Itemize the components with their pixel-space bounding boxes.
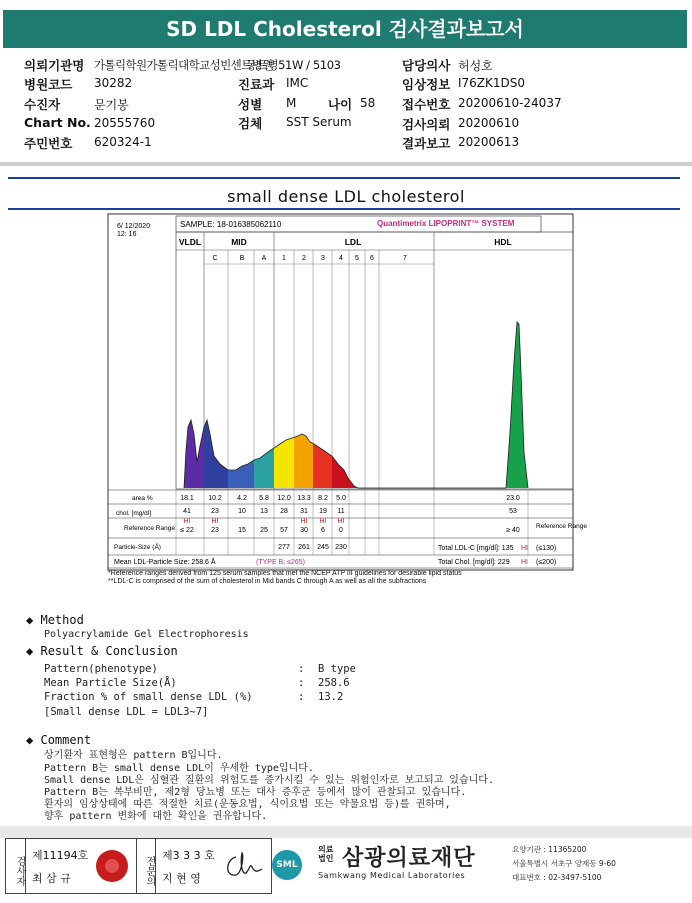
report-value: 20200613 bbox=[458, 135, 520, 149]
comment-line: 환자의 임상상태에 따른 적절한 치료(운동요법, 식이요법 또는 약물요법 등)를 권하며, bbox=[44, 799, 451, 810]
divider bbox=[8, 208, 680, 210]
subband-label: A bbox=[261, 255, 267, 262]
total-chol-ref: (≤200) bbox=[536, 559, 557, 566]
request-value: 20200610 bbox=[458, 116, 520, 130]
subband-label: 7 bbox=[403, 255, 407, 262]
total-ldl-hi: HI bbox=[521, 545, 528, 552]
tester-name: 최 삼 규 bbox=[32, 872, 71, 885]
section-title: small dense LDL cholesterol bbox=[227, 187, 465, 206]
hi-flag: HI bbox=[337, 518, 345, 525]
chart-brand: Quantimetrix LIPOPRINT™ SYSTEM bbox=[377, 219, 515, 228]
frac-value: 13.2 bbox=[318, 691, 344, 703]
chart-sample: SAMPLE: 18-016385062110 bbox=[180, 220, 282, 229]
subband-label: 3 bbox=[321, 255, 325, 262]
area-cell: 18.1 bbox=[180, 495, 194, 502]
mps-label: Mean Particle Size(Å) bbox=[44, 677, 177, 689]
bracket-note: [Small dense LDL = LDL3~7] bbox=[44, 706, 209, 718]
mps-value: 258.6 bbox=[318, 677, 350, 689]
colon: : bbox=[298, 677, 305, 689]
sex-value: M bbox=[286, 96, 297, 110]
chart-frame bbox=[108, 214, 573, 570]
request-label: 검사의뢰 bbox=[402, 117, 451, 132]
subband-label: 2 bbox=[302, 255, 306, 262]
total-ldl-ref: (≤130) bbox=[536, 545, 557, 552]
total-chol-text: Total Chol. [mg/dl]: 229 bbox=[438, 559, 510, 566]
chart-note-2: **LDL-C is comprised of the sum of cholesterol in Mid bands C through A as well as all the subfractions bbox=[108, 578, 427, 585]
ref-right-label: Reference Range bbox=[536, 523, 587, 530]
doctor-sign-label: 전문의 bbox=[136, 839, 156, 893]
ward-value: 동트병51W / 5103 bbox=[246, 58, 341, 72]
group-label: LDL bbox=[344, 237, 362, 247]
phone: 대표번호 : 02-3497-5100 bbox=[512, 873, 602, 882]
sex-label: 성별 bbox=[238, 97, 263, 112]
chart-date: 6/ 12/2020 bbox=[117, 223, 151, 230]
size-cell: 230 bbox=[335, 544, 347, 551]
group-label: HDL bbox=[494, 237, 512, 247]
divider bbox=[8, 177, 680, 179]
chol-cell: 13 bbox=[260, 508, 268, 515]
group-label: VLDL bbox=[178, 237, 202, 247]
specimen-value: SST Serum bbox=[286, 115, 352, 129]
dept-label: 진료과 bbox=[238, 77, 275, 92]
comment-line: 향후 pattern 변화에 대한 확인을 권유합니다. bbox=[44, 811, 268, 822]
hi-flag: HI bbox=[183, 518, 191, 525]
pattern-label: Pattern(phenotype) bbox=[44, 663, 158, 675]
area-cell: 8.2 bbox=[318, 495, 328, 502]
specimen-label: 검체 bbox=[238, 116, 263, 131]
ref-cell: ≥ 40 bbox=[506, 527, 520, 534]
chol-cell: 19 bbox=[319, 508, 327, 515]
chol-cell: 31 bbox=[300, 508, 308, 515]
comment-heading: ◆ Comment bbox=[26, 733, 92, 747]
age-value: 58 bbox=[360, 96, 376, 110]
size-cell: 277 bbox=[278, 544, 290, 551]
doctor-no: 제3 3 3 호 bbox=[162, 849, 215, 862]
ref-cell: 30 bbox=[300, 527, 308, 534]
ref-cell: ≤ 22 bbox=[180, 527, 194, 534]
diamond-icon: ◆ bbox=[26, 733, 34, 747]
doctor-value: 허성호 bbox=[458, 59, 493, 73]
logo-en: Samkwang Medical Laboratories bbox=[318, 871, 466, 880]
footer bbox=[0, 838, 692, 903]
mean-type-text: (TYPE B; ≤265) bbox=[256, 559, 305, 566]
ref-cell: 57 bbox=[280, 527, 288, 534]
clinical-label: 임상정보 bbox=[402, 77, 451, 92]
area-cell: 12.0 bbox=[277, 495, 291, 502]
ref-cell: 23 bbox=[211, 527, 219, 534]
stamp-seal bbox=[96, 850, 128, 882]
comment-line: Small dense LDL은 심혈관 질환의 위험도를 증가시킬 수 있는 위험인자로 보고되고 있습니다. bbox=[44, 775, 494, 786]
comment-line: Pattern B는 small dense LDL이 우세한 type입니다. bbox=[44, 763, 314, 774]
signature bbox=[222, 849, 266, 883]
method-text: Polyacrylamide Gel Electrophoresis bbox=[44, 629, 249, 640]
hi-flag: HI bbox=[319, 518, 327, 525]
doctor-label: 담당의사 bbox=[402, 58, 451, 73]
row-area-label: area % bbox=[132, 495, 153, 502]
sml-logo-icon: SML bbox=[272, 850, 302, 880]
patient-label: 수진자 bbox=[24, 97, 61, 112]
size-cell: 245 bbox=[317, 544, 329, 551]
chart-label: Chart No. bbox=[24, 115, 91, 130]
hospital-code-value: 30282 bbox=[94, 76, 133, 90]
chol-cell: 11 bbox=[337, 508, 345, 515]
logo-text: 삼광의료재단 bbox=[342, 846, 476, 871]
report-label: 결과보고 bbox=[402, 136, 451, 151]
total-chol-hi: HI bbox=[521, 559, 528, 566]
corp-label: 의료법인 bbox=[318, 845, 334, 863]
area-cell: 5.8 bbox=[259, 495, 269, 502]
id-label: 주민번호 bbox=[24, 136, 73, 151]
report-title: SD LDL Cholesterol 검사결과보고서 bbox=[3, 10, 687, 48]
footer-gap bbox=[0, 826, 692, 838]
subband-label: 4 bbox=[339, 255, 343, 262]
subband-label: C bbox=[212, 255, 218, 262]
dept-value: IMC bbox=[286, 76, 309, 90]
receipt-label: 접수번호 bbox=[402, 97, 451, 112]
area-cell: 5.0 bbox=[336, 495, 346, 502]
institution-value: 가톨릭학원가톨릭대학교성빈센트병원 bbox=[94, 58, 273, 72]
subband-label: B bbox=[239, 255, 245, 262]
hi-flag: HI bbox=[211, 518, 219, 525]
lipoprint-chart bbox=[108, 212, 587, 572]
divider bbox=[0, 162, 692, 166]
institution-label: 의뢰기관명 bbox=[24, 58, 85, 73]
id-value: 620324-1 bbox=[94, 135, 152, 149]
chol-cell: 23 bbox=[211, 508, 219, 515]
pattern-value: B type bbox=[318, 663, 356, 675]
area-cell: 13.3 bbox=[297, 495, 311, 502]
subband-label: 1 bbox=[282, 255, 286, 262]
ref-cell: 15 bbox=[238, 527, 246, 534]
total-ldl-text: Total LDL-C [mg/dl]: 135 bbox=[438, 545, 514, 552]
chart-time: 12: 16 bbox=[117, 231, 137, 238]
colon: : bbox=[298, 691, 305, 703]
chart-note-1: *Reference ranges derived from 125 serum samples that met the NCEP ATP III guidelines for desirable lipid status bbox=[108, 570, 462, 577]
chol-cell: 28 bbox=[280, 508, 288, 515]
diamond-icon: ◆ bbox=[26, 644, 34, 658]
signature-box bbox=[5, 838, 272, 894]
mean-size-text: Mean LDL-Particle Size: 258.6 Å bbox=[114, 559, 216, 566]
subband-label: 6 bbox=[370, 255, 374, 262]
license: 요양기관 : 11365200 bbox=[512, 845, 587, 854]
chart-value: 20555760 bbox=[94, 116, 156, 130]
ref-cell: 0 bbox=[339, 527, 343, 534]
doctor-name: 지 현 영 bbox=[162, 872, 201, 885]
patient-info bbox=[0, 0, 692, 160]
frac-label: Fraction % of small dense LDL (%) bbox=[44, 691, 253, 703]
hi-flag: HI bbox=[300, 518, 308, 525]
comment-line: 상기환자 표현형은 pattern B입니다. bbox=[44, 750, 223, 761]
area-cell: 10.2 bbox=[208, 495, 222, 502]
method-heading: ◆ Method bbox=[26, 613, 84, 627]
tester-label: 검사자 bbox=[6, 839, 26, 893]
receipt-value: 20200610-24037 bbox=[458, 96, 562, 110]
age-label: 나이 bbox=[328, 97, 353, 112]
hospital-code-label: 병원코드 bbox=[24, 77, 73, 92]
chol-cell: 41 bbox=[183, 508, 191, 515]
subband-label: 5 bbox=[355, 255, 359, 262]
result-heading: ◆ Result & Conclusion bbox=[26, 644, 178, 658]
row-size-label: Particle-Size (Å) bbox=[114, 544, 161, 551]
ref-cell: 25 bbox=[260, 527, 268, 534]
area-cell: 23.0 bbox=[506, 495, 520, 502]
clinical-value: I76ZK1DS0 bbox=[458, 76, 526, 90]
tester-no: 제11194호 bbox=[32, 849, 89, 862]
row-chol-label: chol. [mg/dl] bbox=[116, 510, 152, 517]
diamond-icon: ◆ bbox=[26, 613, 34, 627]
chol-cell: 53 bbox=[509, 508, 517, 515]
patient-value: 문기봉 bbox=[94, 98, 129, 112]
chol-cell: 10 bbox=[238, 508, 246, 515]
ref-cell: 6 bbox=[321, 527, 325, 534]
address: 서울특별시 서초구 양재동 9-60 bbox=[512, 859, 616, 868]
group-label: MID bbox=[231, 237, 247, 247]
size-cell: 261 bbox=[298, 544, 310, 551]
colon: : bbox=[298, 663, 305, 675]
area-cell: 4.2 bbox=[237, 495, 247, 502]
comment-line: Pattern B는 복부비만, 제2형 당뇨병 또는 대사 증후군 등에서 많이 관찰되고 있습니다. bbox=[44, 787, 467, 798]
row-ref-label: Reference Range bbox=[124, 525, 175, 532]
